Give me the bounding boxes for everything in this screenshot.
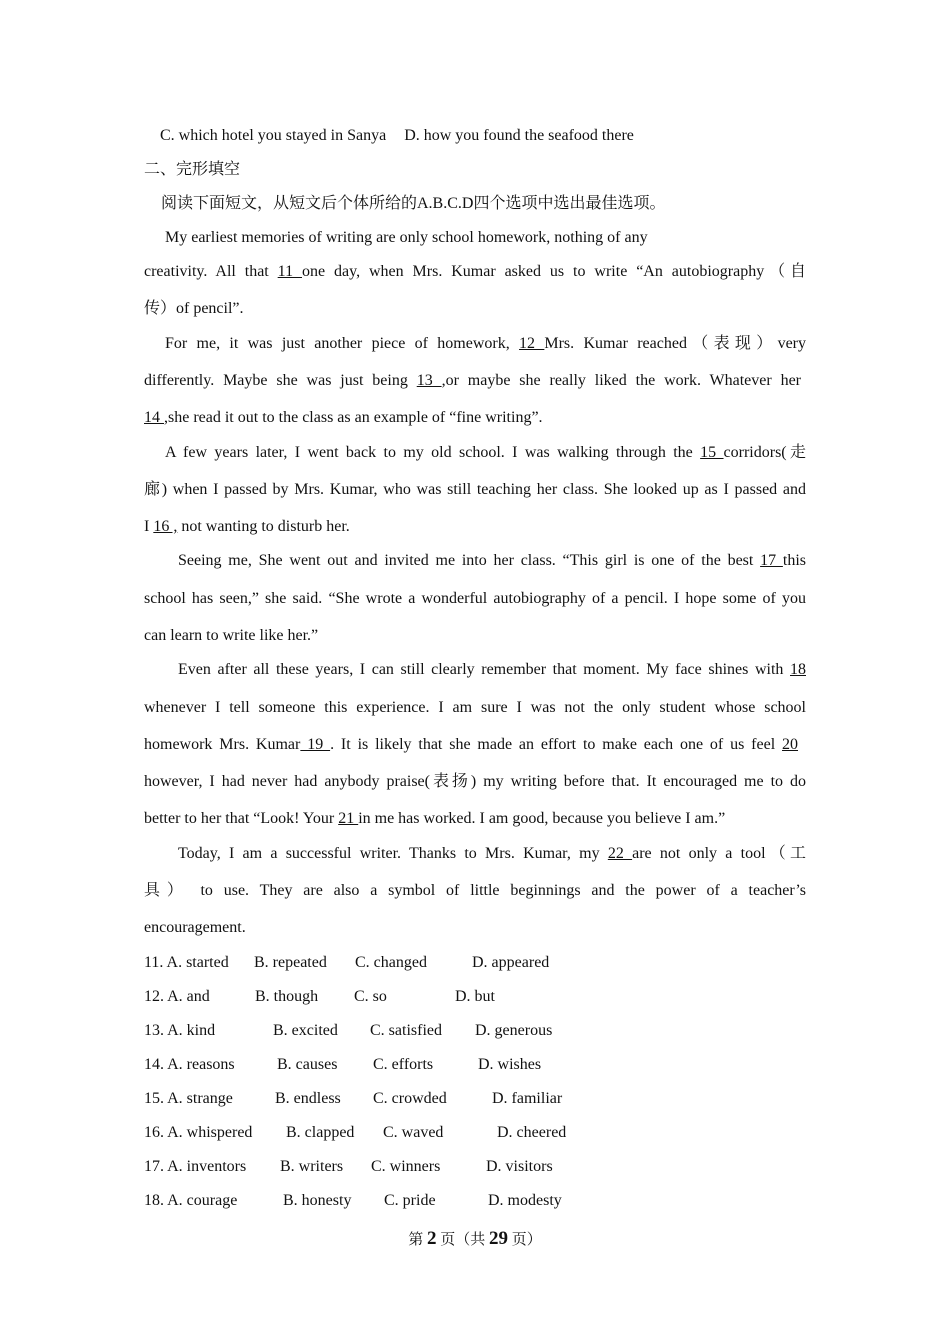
passage-line: For me, it was just another piece of homework, 12 Mrs. Kumar reached（表现）very bbox=[165, 335, 806, 352]
blank-19: 19 bbox=[300, 736, 331, 753]
blank-21: 21 bbox=[338, 810, 359, 827]
option-a: 15. A. strange bbox=[144, 1090, 233, 1107]
option-d: D. familiar bbox=[492, 1090, 563, 1107]
blank-12: 12 bbox=[519, 335, 545, 352]
option-a: 11. A. started bbox=[144, 954, 229, 971]
option-d: D. modesty bbox=[488, 1192, 562, 1209]
passage-line: My earliest memories of writing are only school homework, nothing of any bbox=[165, 229, 648, 246]
option-b: B. endless bbox=[275, 1090, 341, 1107]
passage-line: creativity. All that 11 one day, when Mrs. Kumar asked us to write “An autobiography（自 bbox=[144, 263, 807, 280]
option-c: C. efforts bbox=[373, 1056, 434, 1073]
blank-14: 14 bbox=[144, 409, 164, 426]
passage-line: better to her that “Look! Your 21 in me has worked. I am good, because you believe I am.” bbox=[144, 810, 726, 827]
option-a: 13. A. kind bbox=[144, 1022, 216, 1039]
option-d-text: D. how you found the seafood there bbox=[404, 127, 634, 144]
blank-22: 22 bbox=[607, 845, 633, 862]
passage-line: Seeing me, She went out and invited me into her class. “This girl is one of the best 17 this bbox=[178, 552, 806, 569]
passage-line: however, I had never had anybody praise(表扬) my writing before that. It encouraged me to do bbox=[144, 773, 806, 790]
option-a: 14. A. reasons bbox=[144, 1056, 235, 1073]
option-b: B. causes bbox=[277, 1056, 338, 1073]
option-c: C. waved bbox=[383, 1124, 444, 1141]
section-instruction: 阅读下面短文，从短文后个体所给的A.B.C.D四个选项中选出最佳选项。 bbox=[161, 195, 666, 212]
option-b: B. clapped bbox=[286, 1124, 355, 1141]
passage-line: can learn to write like her.” bbox=[144, 627, 319, 644]
option-b: B. writers bbox=[280, 1158, 344, 1175]
option-d: D. cheered bbox=[497, 1124, 567, 1141]
option-c-text: C. which hotel you stayed in Sanya bbox=[160, 127, 387, 144]
passage-line: 廊) when I passed by Mrs. Kumar, who was still teaching her class. She looked up as I passed and bbox=[144, 481, 806, 498]
option-c: C. satisfied bbox=[370, 1022, 442, 1039]
passage-line: 14 ,she read it out to the class as an example of “fine writing”. bbox=[144, 409, 543, 426]
option-b: B. honesty bbox=[283, 1192, 352, 1209]
option-c: C. pride bbox=[384, 1192, 436, 1209]
option-a: 18. A. courage bbox=[144, 1192, 238, 1209]
passage-line: school has seen,” she said. “She wrote a wonderful autobiography of a pencil. I hope some of you bbox=[144, 590, 806, 607]
page-total: 29 bbox=[489, 1228, 508, 1249]
page-footer: 第 2 页（共 29 页） bbox=[408, 1228, 542, 1249]
blank-13: 13 bbox=[416, 372, 442, 389]
option-d: D. appeared bbox=[472, 954, 550, 971]
option-a: 16. A. whispered bbox=[144, 1124, 253, 1141]
blank-11: 11 bbox=[277, 263, 302, 280]
option-b: B. excited bbox=[273, 1022, 338, 1039]
blank-20: 20 bbox=[782, 736, 799, 753]
passage-line: homework Mrs. Kumar 19 . It is likely that she made an effort to make each one of us feel 20 bbox=[144, 736, 799, 753]
option-b: B. though bbox=[255, 988, 319, 1005]
option-c: C. winners bbox=[371, 1158, 441, 1175]
blank-18: 18 bbox=[790, 661, 806, 678]
option-a: 12. A. and bbox=[144, 988, 210, 1005]
passage-line: A few years later, I went back to my old school. I was walking through the 15 corridors(走 bbox=[165, 444, 807, 461]
passage-line: Even after all these years, I can still clearly remember that moment. My face shines with 18 bbox=[178, 661, 806, 678]
option-d: D. but bbox=[455, 988, 495, 1005]
passage-line: encouragement. bbox=[144, 919, 246, 936]
option-c: C. changed bbox=[355, 954, 427, 971]
option-a: 17. A. inventors bbox=[144, 1158, 247, 1175]
option-c: C. so bbox=[354, 988, 387, 1005]
passage-line: 传）of pencil”. bbox=[144, 300, 244, 317]
passage-line: Today, I am a successful writer. Thanks to Mrs. Kumar, my 22 are not only a tool（工 bbox=[178, 845, 807, 862]
blank-15: 15 bbox=[700, 444, 724, 461]
passage-line: differently. Maybe she was just being 13 ,or maybe she really liked the work. Whatever her bbox=[144, 372, 802, 389]
option-b: B. repeated bbox=[254, 954, 327, 971]
section-title: 二、完形填空 bbox=[144, 161, 241, 178]
passage-line: I 16 , not wanting to disturb her. bbox=[144, 518, 350, 535]
passage-line: 具） to use. They are also a symbol of little beginnings and the power of a teacher’s bbox=[144, 882, 806, 899]
blank-17: 17 bbox=[760, 552, 783, 569]
previous-options-line bbox=[160, 126, 822, 146]
passage-line: whenever I tell someone this experience. I am sure I was not the only student whose school bbox=[144, 699, 806, 716]
option-d: D. wishes bbox=[478, 1056, 542, 1073]
blank-16: 16 , bbox=[153, 518, 178, 535]
option-d: D. generous bbox=[475, 1022, 553, 1039]
option-c: C. crowded bbox=[373, 1090, 447, 1107]
option-d: D. visitors bbox=[486, 1158, 553, 1175]
page-number: 2 bbox=[426, 1228, 437, 1249]
